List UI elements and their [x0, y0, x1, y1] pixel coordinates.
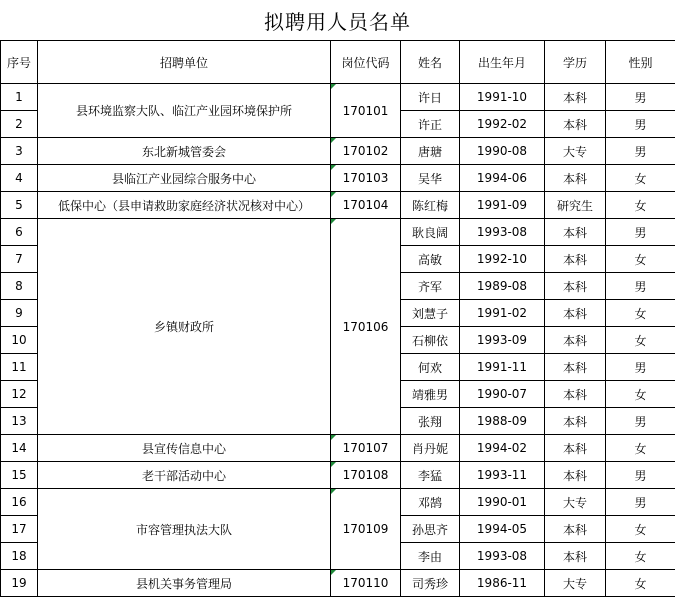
- gender-cell: 女: [606, 516, 675, 543]
- education-cell: 本科: [545, 381, 606, 408]
- gender-cell: 男: [606, 489, 675, 516]
- col-header-post-code: 岗位代码: [331, 41, 401, 84]
- table-row: [1, 84, 675, 111]
- seq-cell: 5: [1, 192, 38, 219]
- col-header-seq: 序号: [1, 41, 38, 84]
- name-cell: 吴华: [401, 165, 460, 192]
- unit-cell: 县机关事务管理局: [38, 570, 331, 597]
- table-row: [1, 489, 675, 516]
- page-title: 拟聘用人员名单: [264, 9, 411, 34]
- unit-cell: 老干部活动中心: [38, 462, 331, 489]
- unit-cell: 市容管理执法大队: [38, 489, 331, 570]
- education-cell: 大专: [545, 570, 606, 597]
- education-cell: 研究生: [545, 192, 606, 219]
- name-cell: 邓鹄: [401, 489, 460, 516]
- education-cell: 本科: [545, 408, 606, 435]
- gender-cell: 男: [606, 111, 675, 138]
- post-code-cell: 170102: [331, 138, 401, 165]
- col-header-unit: 招聘单位: [38, 41, 331, 84]
- seq-cell: 1: [1, 84, 38, 111]
- seq-cell: 16: [1, 489, 38, 516]
- name-cell: 李猛: [401, 462, 460, 489]
- name-cell: 刘慧子: [401, 300, 460, 327]
- name-cell: 肖丹妮: [401, 435, 460, 462]
- gender-cell: 男: [606, 462, 675, 489]
- birth-cell: 1989-08: [460, 273, 545, 300]
- gender-cell: 女: [606, 192, 675, 219]
- birth-cell: 1993-09: [460, 327, 545, 354]
- birth-cell: 1991-09: [460, 192, 545, 219]
- gender-cell: 男: [606, 273, 675, 300]
- name-cell: 孙思齐: [401, 516, 460, 543]
- seq-cell: 9: [1, 300, 38, 327]
- name-cell: 唐瑭: [401, 138, 460, 165]
- table-row: [1, 165, 675, 192]
- education-cell: 本科: [545, 354, 606, 381]
- unit-cell: 低保中心（县申请救助家庭经济状况核对中心）: [38, 192, 331, 219]
- table-row: [1, 435, 675, 462]
- seq-cell: 11: [1, 354, 38, 381]
- education-cell: 本科: [545, 543, 606, 570]
- col-header-name: 姓名: [401, 41, 460, 84]
- seq-cell: 18: [1, 543, 38, 570]
- education-cell: 本科: [545, 300, 606, 327]
- birth-cell: 1990-07: [460, 381, 545, 408]
- education-cell: 本科: [545, 246, 606, 273]
- unit-cell: 东北新城管委会: [38, 138, 331, 165]
- education-cell: 大专: [545, 138, 606, 165]
- birth-cell: 1992-10: [460, 246, 545, 273]
- education-cell: 大专: [545, 489, 606, 516]
- seq-cell: 3: [1, 138, 38, 165]
- name-cell: 许日: [401, 84, 460, 111]
- col-header-gender: 性别: [606, 41, 675, 84]
- gender-cell: 女: [606, 246, 675, 273]
- post-code-cell: 170101: [331, 84, 401, 138]
- name-cell: 司秀珍: [401, 570, 460, 597]
- col-header-birth: 出生年月: [460, 41, 545, 84]
- table-row: [1, 138, 675, 165]
- birth-cell: 1994-06: [460, 165, 545, 192]
- unit-cell: 县环境监察大队、临江产业园环境保护所: [38, 84, 331, 138]
- header-row: [1, 41, 675, 84]
- birth-cell: 1991-10: [460, 84, 545, 111]
- birth-cell: 1993-08: [460, 219, 545, 246]
- birth-cell: 1993-08: [460, 543, 545, 570]
- unit-cell: 乡镇财政所: [38, 219, 331, 435]
- col-header-education: 学历: [545, 41, 606, 84]
- table-row: [1, 219, 675, 246]
- unit-cell: 县宣传信息中心: [38, 435, 331, 462]
- education-cell: 本科: [545, 435, 606, 462]
- education-cell: 本科: [545, 462, 606, 489]
- unit-cell: 县临江产业园综合服务中心: [38, 165, 331, 192]
- birth-cell: 1986-11: [460, 570, 545, 597]
- seq-cell: 7: [1, 246, 38, 273]
- birth-cell: 1990-08: [460, 138, 545, 165]
- gender-cell: 女: [606, 165, 675, 192]
- birth-cell: 1991-02: [460, 300, 545, 327]
- birth-cell: 1988-09: [460, 408, 545, 435]
- name-cell: 张翔: [401, 408, 460, 435]
- gender-cell: 女: [606, 327, 675, 354]
- seq-cell: 2: [1, 111, 38, 138]
- seq-cell: 10: [1, 327, 38, 354]
- gender-cell: 男: [606, 219, 675, 246]
- gender-cell: 女: [606, 381, 675, 408]
- post-code-cell: 170110: [331, 570, 401, 597]
- post-code-cell: 170106: [331, 219, 401, 435]
- hiring-roster-table: [0, 40, 675, 597]
- birth-cell: 1992-02: [460, 111, 545, 138]
- birth-cell: 1994-05: [460, 516, 545, 543]
- birth-cell: 1990-01: [460, 489, 545, 516]
- name-cell: 高敏: [401, 246, 460, 273]
- post-code-cell: 170104: [331, 192, 401, 219]
- education-cell: 本科: [545, 273, 606, 300]
- name-cell: 靖雅男: [401, 381, 460, 408]
- seq-cell: 12: [1, 381, 38, 408]
- education-cell: 本科: [545, 84, 606, 111]
- seq-cell: 15: [1, 462, 38, 489]
- table-row: [1, 462, 675, 489]
- education-cell: 本科: [545, 111, 606, 138]
- seq-cell: 14: [1, 435, 38, 462]
- education-cell: 本科: [545, 327, 606, 354]
- table-row: [1, 570, 675, 597]
- gender-cell: 男: [606, 84, 675, 111]
- seq-cell: 17: [1, 516, 38, 543]
- name-cell: 齐军: [401, 273, 460, 300]
- education-cell: 本科: [545, 165, 606, 192]
- seq-cell: 4: [1, 165, 38, 192]
- post-code-cell: 170107: [331, 435, 401, 462]
- gender-cell: 女: [606, 435, 675, 462]
- post-code-cell: 170109: [331, 489, 401, 570]
- birth-cell: 1994-02: [460, 435, 545, 462]
- gender-cell: 男: [606, 354, 675, 381]
- education-cell: 本科: [545, 516, 606, 543]
- seq-cell: 19: [1, 570, 38, 597]
- seq-cell: 8: [1, 273, 38, 300]
- name-cell: 许正: [401, 111, 460, 138]
- gender-cell: 男: [606, 138, 675, 165]
- seq-cell: 13: [1, 408, 38, 435]
- name-cell: 李由: [401, 543, 460, 570]
- name-cell: 耿良阔: [401, 219, 460, 246]
- birth-cell: 1991-11: [460, 354, 545, 381]
- gender-cell: 女: [606, 543, 675, 570]
- seq-cell: 6: [1, 219, 38, 246]
- gender-cell: 男: [606, 408, 675, 435]
- name-cell: 石柳依: [401, 327, 460, 354]
- name-cell: 何欢: [401, 354, 460, 381]
- birth-cell: 1993-11: [460, 462, 545, 489]
- table-row: [1, 192, 675, 219]
- post-code-cell: 170103: [331, 165, 401, 192]
- gender-cell: 女: [606, 570, 675, 597]
- gender-cell: 女: [606, 300, 675, 327]
- post-code-cell: 170108: [331, 462, 401, 489]
- name-cell: 陈红梅: [401, 192, 460, 219]
- education-cell: 本科: [545, 219, 606, 246]
